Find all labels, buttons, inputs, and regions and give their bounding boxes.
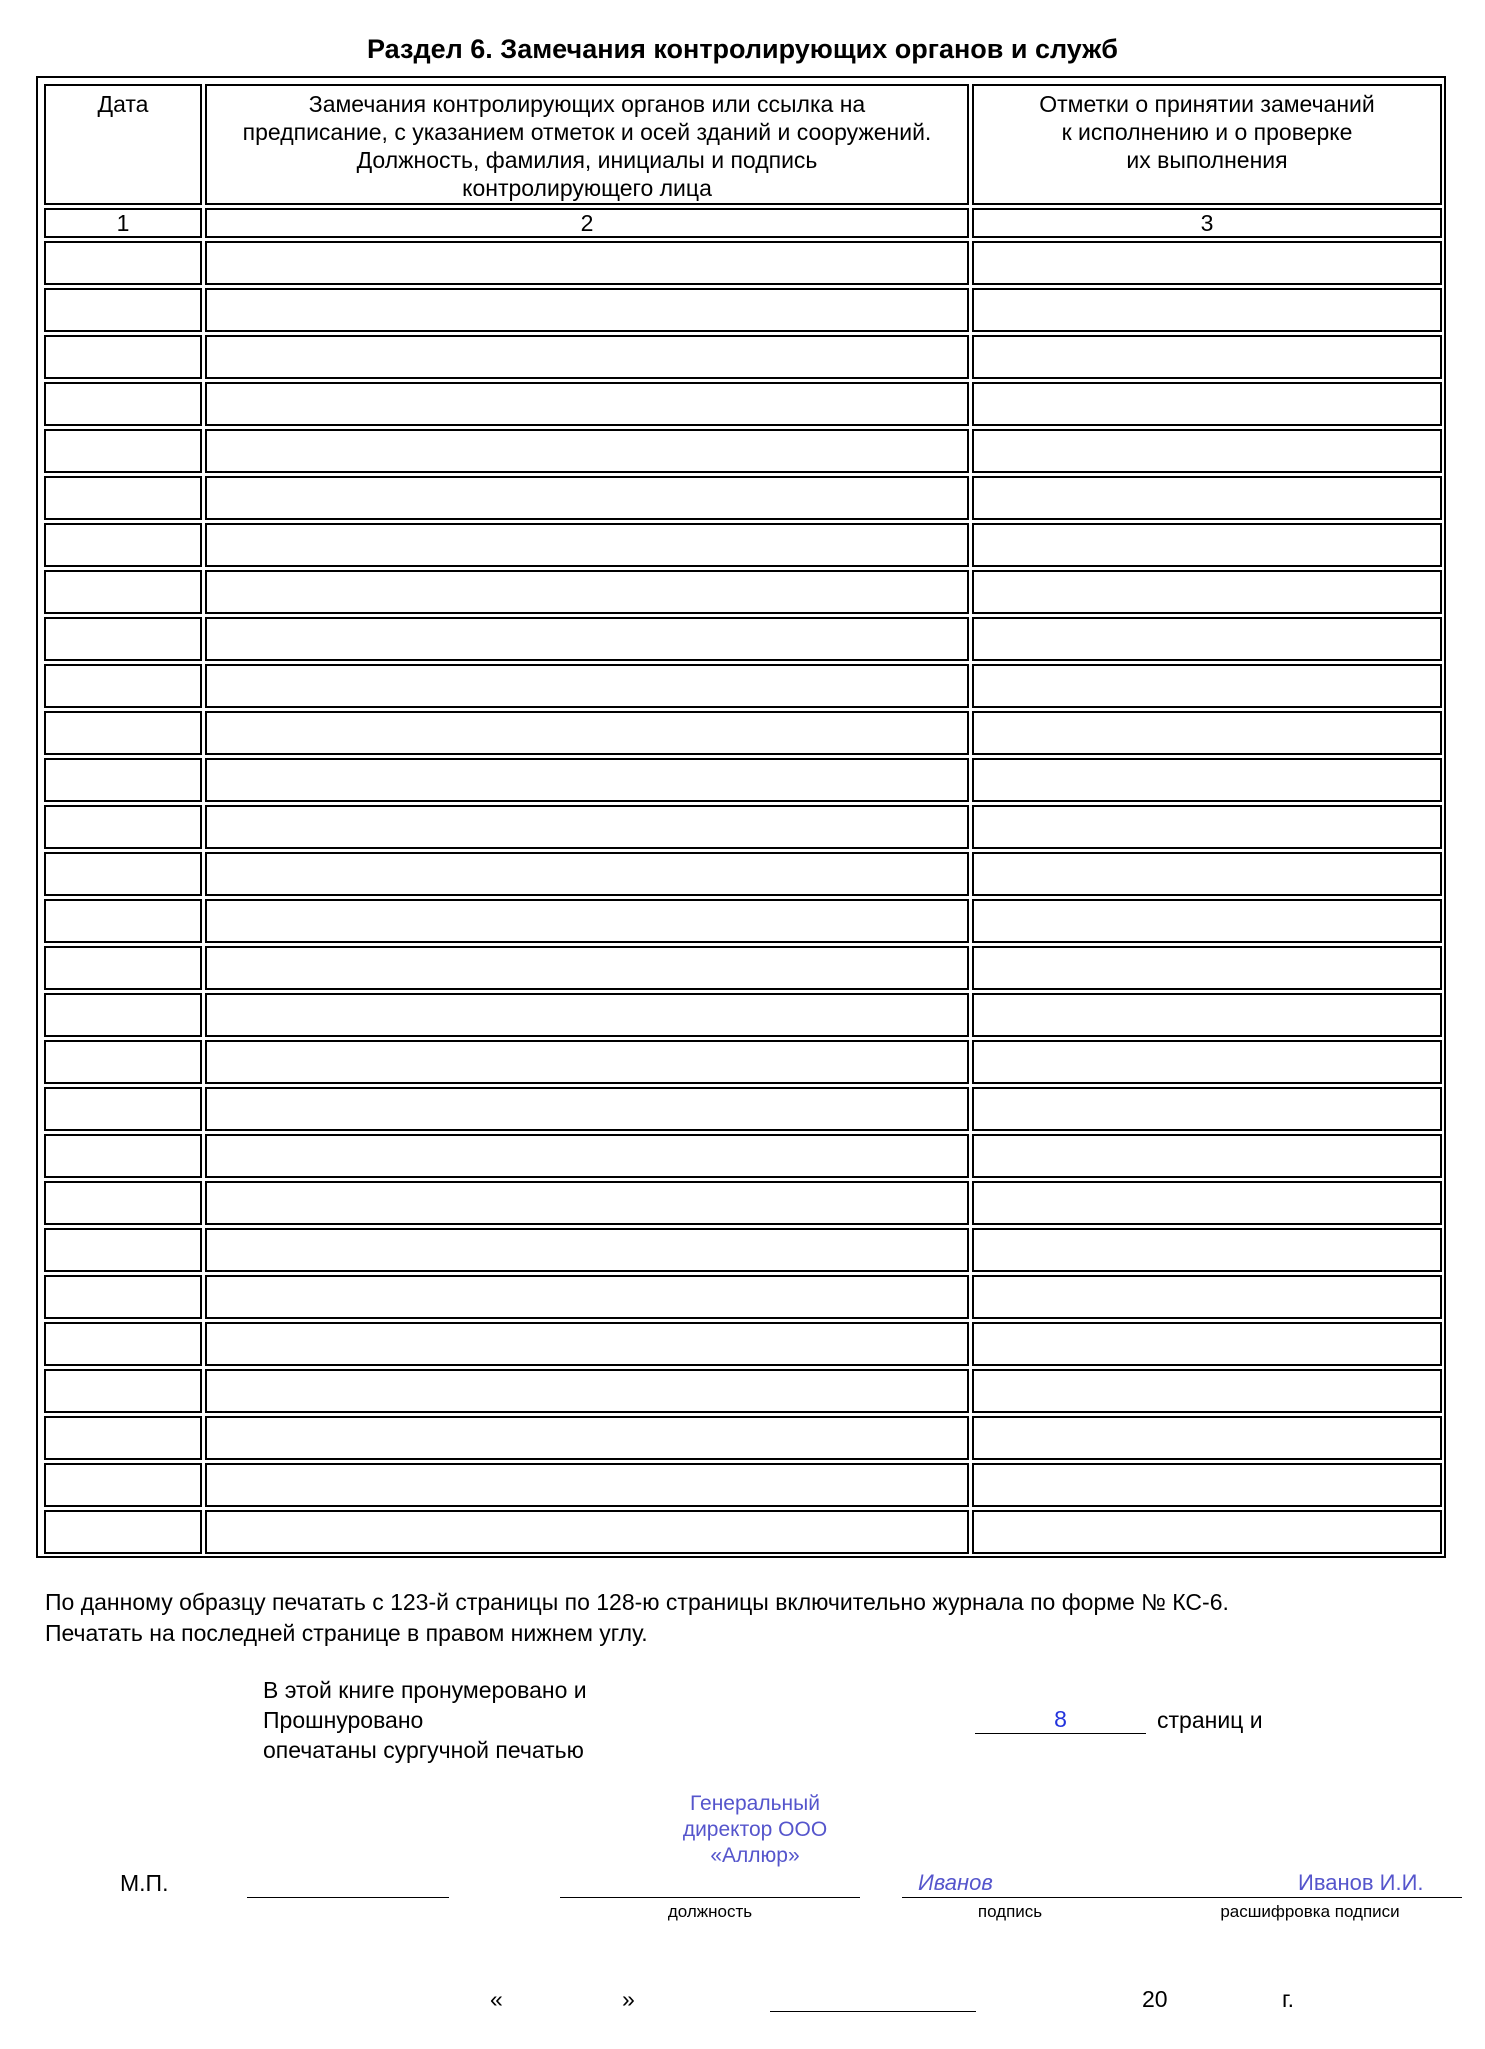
table-cell[interactable] [972,570,1442,614]
header-acceptance-marks: Отметки о принятии замечаний к исполнению и о проверке их выполнения [972,84,1442,205]
table-cell[interactable] [44,617,202,661]
print-note: По данному образцу печатать с 123-й страницы по 128-ю страницы включительно журнала по форме № КС-6. [45,1589,1229,1615]
table-cell[interactable] [205,523,969,567]
table-row [44,617,1442,661]
column-number-row [44,208,1442,238]
table-cell[interactable] [44,852,202,896]
table-cell[interactable] [44,711,202,755]
table-cell[interactable] [972,1040,1442,1084]
table-cell[interactable] [44,382,202,426]
decoding-caption: расшифровка подписи [1220,1902,1400,1921]
table-cell[interactable] [972,1087,1442,1131]
table-row [44,993,1442,1037]
header-date: Дата [44,84,202,205]
table-cell[interactable] [205,241,969,285]
table-cell[interactable] [972,1181,1442,1225]
table-cell[interactable] [44,1275,202,1319]
table-row [44,805,1442,849]
table-cell[interactable] [44,1040,202,1084]
print-notes [45,1587,1229,1649]
column-number: 2 [205,208,969,238]
table-cell[interactable] [972,1275,1442,1319]
table-cell[interactable] [972,993,1442,1037]
stamp-place-label: М.П. [120,1870,169,1896]
table-cell[interactable] [44,758,202,802]
month-line [770,2011,976,2012]
table-cell[interactable] [972,664,1442,708]
table-cell[interactable] [44,1181,202,1225]
table-row [44,382,1442,426]
column-number: 1 [44,208,202,238]
date-close-quote: » [622,1986,635,2012]
table-cell[interactable] [205,1087,969,1131]
table-row [44,899,1442,943]
table-row [44,1510,1442,1554]
table-cell[interactable] [972,476,1442,520]
table-cell[interactable] [44,523,202,567]
signature-line [902,1897,1462,1898]
table-row [44,476,1442,520]
table-cell[interactable] [205,664,969,708]
table-cell[interactable] [205,617,969,661]
section-title: Раздел 6. Замечания контролирующих органов и служб [367,34,1118,64]
position-line [560,1897,860,1898]
table-cell[interactable] [44,1134,202,1178]
remarks-table [41,81,1445,1557]
table-cell[interactable] [972,946,1442,990]
table-cell[interactable] [205,1275,969,1319]
table-cell[interactable] [972,335,1442,379]
year-prefix: 20 [1142,1986,1168,2012]
table-cell[interactable] [205,1181,969,1225]
table-cell[interactable] [205,570,969,614]
table-cell[interactable] [44,429,202,473]
table-cell[interactable] [972,288,1442,332]
table-cell[interactable] [205,382,969,426]
table-cell[interactable] [44,288,202,332]
page-count-field[interactable]: 8 [975,1705,1146,1734]
table-row [44,711,1442,755]
table-row [44,1040,1442,1084]
table-cell[interactable] [44,1228,202,1272]
table-cell[interactable] [44,241,202,285]
table-row [44,523,1442,567]
table-cell[interactable] [972,429,1442,473]
table-row [44,241,1442,285]
table-cell[interactable] [972,1228,1442,1272]
table-row [44,335,1442,379]
header-remarks: Замечания контролирующих органов или ссылка на предписание, с указанием отметок и осей зданий и сооружений. Должность, фамилия, инициалы и подпись контролирующего лица [205,84,969,205]
table-cell[interactable] [44,476,202,520]
table-cell[interactable] [972,1510,1442,1554]
table-cell[interactable] [44,570,202,614]
table-cell[interactable] [205,1369,969,1413]
table-cell[interactable] [205,946,969,990]
table-cell[interactable] [44,335,202,379]
table-row [44,1275,1442,1319]
table-cell[interactable] [972,382,1442,426]
table-cell[interactable] [972,1369,1442,1413]
table-row [44,852,1442,896]
page-count-suffix: страниц и [1157,1707,1263,1733]
table-cell[interactable] [205,1040,969,1084]
table-cell[interactable] [972,805,1442,849]
signature-value: Иванов [918,1870,993,1895]
table-cell[interactable] [972,711,1442,755]
table-cell[interactable] [44,805,202,849]
table-cell[interactable] [972,617,1442,661]
table-cell[interactable] [972,1134,1442,1178]
print-note: Печатать на последней странице в правом нижнем углу. [45,1620,648,1646]
table-row [44,1369,1442,1413]
table-cell[interactable] [44,946,202,990]
table-cell[interactable] [44,1510,202,1554]
table-cell[interactable] [972,852,1442,896]
table-cell[interactable] [205,1416,969,1460]
column-number: 3 [972,208,1442,238]
table-cell[interactable] [205,476,969,520]
table-cell[interactable] [205,1322,969,1366]
table-row [44,1087,1442,1131]
table-cell[interactable] [44,664,202,708]
table-cell[interactable] [972,758,1442,802]
table-cell[interactable] [972,1463,1442,1507]
table-cell[interactable] [972,1322,1442,1366]
table-cell[interactable] [205,1228,969,1272]
table-cell[interactable] [205,429,969,473]
table-cell[interactable] [44,1416,202,1460]
remarks-table-frame [36,76,1446,1558]
table-row [44,1134,1442,1178]
table-cell[interactable] [205,1510,969,1554]
table-cell[interactable] [44,899,202,943]
table-cell[interactable] [44,993,202,1037]
table-row [44,1228,1442,1272]
table-row [44,1181,1442,1225]
table-cell[interactable] [205,1463,969,1507]
table-cell[interactable] [44,1463,202,1507]
year-suffix: г. [1282,1986,1294,2012]
table-cell[interactable] [205,335,969,379]
position-value: Генеральный директор ООО «Аллюр» [682,1792,828,1867]
table-row [44,946,1442,990]
table-row [44,758,1442,802]
table-row [44,570,1442,614]
table-cell[interactable] [972,1416,1442,1460]
table-cell[interactable] [205,805,969,849]
table-cell[interactable] [205,288,969,332]
table-cell[interactable] [972,241,1442,285]
table-cell[interactable] [972,523,1442,567]
table-row [44,1463,1442,1507]
table-header-row [44,84,1442,205]
table-cell[interactable] [205,711,969,755]
signature-caption: подпись [977,1902,1043,1921]
table-cell[interactable] [44,1369,202,1413]
table-cell[interactable] [972,899,1442,943]
table-cell[interactable] [205,993,969,1037]
table-cell[interactable] [205,758,969,802]
date-open-quote: « [490,1986,503,2012]
position-caption: должность [667,1902,753,1921]
table-row [44,664,1442,708]
table-cell[interactable] [205,899,969,943]
table-cell[interactable] [205,1134,969,1178]
table-row [44,288,1442,332]
table-row [44,1416,1442,1460]
table-row [44,1322,1442,1366]
table-cell[interactable] [44,1322,202,1366]
table-row [44,429,1442,473]
table-cell[interactable] [44,1087,202,1131]
blank-line [247,1897,449,1898]
binding-statement: В этой книге пронумеровано и Прошнуровано опечатаны сургучной печатью [263,1677,587,1763]
table-cell[interactable] [205,852,969,896]
signer-name: Иванов И.И. [1298,1870,1424,1895]
